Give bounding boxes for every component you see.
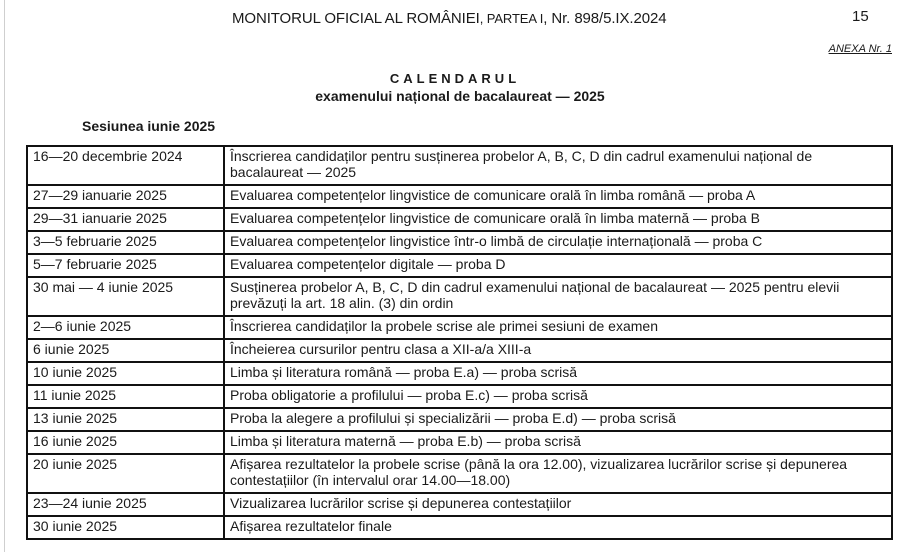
row-event: Afișarea rezultatelor finale <box>224 516 892 539</box>
row-date: 2—6 iunie 2025 <box>27 316 224 339</box>
table-row <box>27 185 892 208</box>
table-row <box>27 254 892 277</box>
table-row <box>27 408 892 431</box>
row-date: 11 iunie 2025 <box>27 385 224 408</box>
row-event: Afișarea rezultatelor la probele scrise (până la ora 12.00), vizualizarea lucrărilor scrise și depunerea contestațiilor (în intervalul orar 14.00—18.00) <box>224 454 892 493</box>
calendar-table <box>26 145 893 540</box>
row-date: 13 iunie 2025 <box>27 408 224 431</box>
row-date: 6 iunie 2025 <box>27 339 224 362</box>
row-event: Proba la alegere a profilului și specializării — proba E.d) — proba scrisă <box>224 408 892 431</box>
row-date: 27—29 ianuarie 2025 <box>27 185 224 208</box>
table-row <box>27 431 892 454</box>
document-title: CALENDARUL <box>389 71 521 86</box>
row-event: Limba și literatura română — proba E.a) — proba scrisă <box>224 362 892 385</box>
row-event: Vizualizarea lucrărilor scrise și depunerea contestațiilor <box>224 493 892 516</box>
row-event: Încheierea cursurilor pentru clasa a XII-a/a XIII-a <box>224 339 892 362</box>
publication-part: , PARTEA I <box>479 11 544 26</box>
row-date: 3—5 februarie 2025 <box>27 231 224 254</box>
publication-header <box>232 10 666 27</box>
row-date: 20 iunie 2025 <box>27 454 224 493</box>
row-date: 5—7 februarie 2025 <box>27 254 224 277</box>
row-event: Evaluarea competențelor lingvistice de comunicare orală în limba română — proba A <box>224 185 892 208</box>
row-date: 30 iunie 2025 <box>27 516 224 539</box>
table-row <box>27 146 892 185</box>
row-date: 30 mai — 4 iunie 2025 <box>27 277 224 316</box>
row-event: Proba obligatorie a profilului — proba E.c) — proba scrisă <box>224 385 892 408</box>
row-event: Înscrierea candidaților pentru susținerea probelor A, B, C, D din cadrul examenului național de bacalaureat — 2025 <box>224 146 892 185</box>
table-row <box>27 316 892 339</box>
row-event: Limba și literatura maternă — proba E.b) — proba scrisă <box>224 431 892 454</box>
table-row <box>27 385 892 408</box>
annex-label: ANEXA Nr. 1 <box>828 43 892 55</box>
row-date: 16—20 decembrie 2024 <box>27 146 224 185</box>
table-row <box>27 516 892 539</box>
row-event: Înscrierea candidaților la probele scrise ale primei sesiuni de examen <box>224 316 892 339</box>
table-row <box>27 493 892 516</box>
row-date: 10 iunie 2025 <box>27 362 224 385</box>
publication-name: MONITORUL OFICIAL AL ROMÂNIEI <box>232 10 480 27</box>
session-heading: Sesiunea iunie 2025 <box>82 118 216 134</box>
row-date: 23—24 iunie 2025 <box>27 493 224 516</box>
publication-issue: , Nr. 898/5.IX.2024 <box>543 10 667 27</box>
row-date: 29—31 ianuarie 2025 <box>27 208 224 231</box>
table-row <box>27 231 892 254</box>
document-subtitle: examenului național de bacalaureat — 2025 <box>315 88 605 104</box>
row-event: Evaluarea competențelor lingvistice într-o limbă de circulație internațională — proba C <box>224 231 892 254</box>
row-event: Evaluarea competențelor lingvistice de comunicare orală în limba maternă — proba B <box>224 208 892 231</box>
page-number: 15 <box>852 8 869 25</box>
table-row <box>27 277 892 316</box>
row-date: 16 iunie 2025 <box>27 431 224 454</box>
table-row <box>27 454 892 493</box>
table-row <box>27 339 892 362</box>
table-row <box>27 208 892 231</box>
row-event: Evaluarea competențelor digitale — proba D <box>224 254 892 277</box>
table-row <box>27 362 892 385</box>
row-event: Susținerea probelor A, B, C, D din cadrul examenului național de bacalaureat — 2025 pentru elevii prevăzuți la art. 18 alin. (3) din ordin <box>224 277 892 316</box>
